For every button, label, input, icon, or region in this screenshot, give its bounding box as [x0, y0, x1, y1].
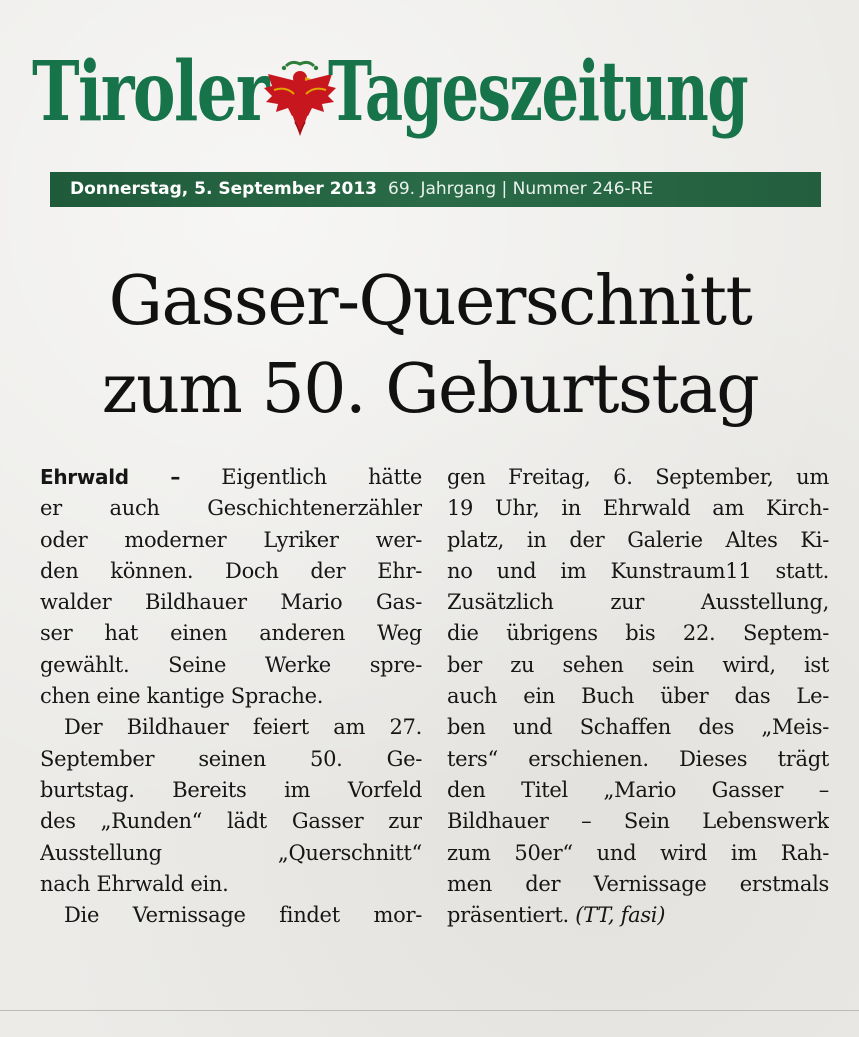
article-headline [40, 258, 820, 434]
body-line: ters“ erschienen. Dieses trägt [447, 746, 829, 771]
body-line: Der Bildhauer feiert am 27. [64, 715, 422, 740]
body-line: ben und Schaffen des „Meis- [447, 715, 829, 740]
body-line: den können. Doch der Ehr- [40, 558, 422, 583]
article-column-left [40, 462, 422, 931]
body-line: er auch Geschichtenerzähler [40, 496, 422, 521]
body-line: chen eine kantige Sprache. [40, 684, 324, 709]
masthead-title-left: Tiroler [32, 44, 269, 140]
body-line: men der Vernissage erstmals [447, 871, 829, 896]
body-line: 19 Uhr, in Ehrwald am Kirch- [447, 496, 829, 521]
body-line: no und im Kunstraum11 statt. [447, 558, 829, 583]
page-bottom-rule [0, 1010, 859, 1011]
body-line: walder Bildhauer Mario Gas- [40, 590, 422, 615]
body-line [40, 462, 422, 493]
body-line: den Titel „Mario Gasser – [447, 777, 829, 802]
body-line: ber zu sehen sein wird, ist [447, 652, 829, 677]
body-line: auch ein Buch über das Le- [447, 684, 829, 709]
masthead [32, 36, 822, 162]
headline-line: zum 50. Geburtstag [101, 350, 759, 429]
body-line: die übrigens bis 22. Septem- [447, 621, 829, 646]
body-line: Zusätzlich zur Ausstellung, [447, 590, 829, 615]
body-line: des „Runden“ lädt Gasser zur [40, 809, 422, 834]
masthead-title-right: Tageszeitung [328, 44, 748, 140]
headline-line: Gasser-Querschnitt [108, 262, 752, 341]
body-line: Ausstellung „Querschnitt“ [40, 840, 422, 865]
body-line-text: präsentiert. [447, 903, 569, 928]
issue-edition: 69. Jahrgang | Nummer 246-RE [388, 179, 654, 199]
body-line: oder moderner Lyriker wer- [40, 527, 422, 552]
body-line: zum 50er“ und wird im Rah- [447, 840, 829, 865]
body-line: ser hat einen anderen Weg [40, 621, 422, 646]
date-banner [50, 172, 821, 207]
body-line: nach Ehrwald ein. [40, 871, 229, 896]
article-dateline: Ehrwald – [40, 465, 181, 489]
body-line: platz, in der Galerie Altes Ki- [447, 527, 829, 552]
body-line: September seinen 50. Ge- [40, 746, 422, 771]
body-line: Bildhauer – Sein Lebenswerk [447, 809, 829, 834]
article-column-right [447, 462, 829, 931]
body-line: gewählt. Seine Werke spre- [40, 652, 422, 677]
issue-date: Donnerstag, 5. September 2013 [70, 179, 378, 199]
tyrolean-eagle-icon [262, 56, 338, 140]
body-line-text: Eigentlich hätte [221, 465, 422, 489]
body-line [447, 900, 829, 931]
body-line: Die Vernissage findet mor- [64, 903, 422, 928]
body-line: burtstag. Bereits im Vorfeld [40, 777, 422, 802]
author-credit: (TT, fasi) [575, 903, 666, 928]
body-line: gen Freitag, 6. September, um [447, 465, 829, 489]
